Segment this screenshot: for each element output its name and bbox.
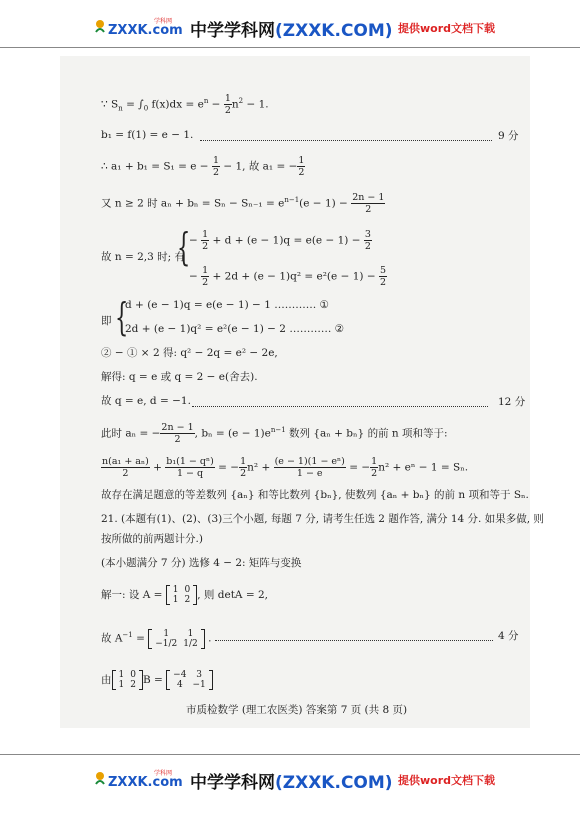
system-equation-2: − $\frac{1}{2}$ + 2d + (e − 1)q² = e²(e − 1) − $\frac{5}{2}$	[189, 265, 387, 288]
subproblem-title: (本小题满分 7 分) 选修 4 − 2: 矩阵与变换	[101, 557, 302, 569]
simplified-equation-2: 2d + (e − 1)q² = e²(e − 1) − 2 ………… ②	[125, 323, 345, 335]
banner-divider-bottom	[0, 754, 580, 755]
line-sn-integral: ∵ $S_n = \int_0$ $f(x)dx = e^n$ − $\frac{1}{2}$ $n^2 - 1$.	[101, 93, 269, 116]
line-q-d: 故 q = e, d = −1.	[101, 395, 191, 407]
system-equation-1: − $\frac{1}{2}$ + d + (e − 1)q = e(e − 1) − $\frac{3}{2}$	[189, 229, 371, 252]
zxxk-logo	[92, 766, 184, 794]
page-footer: 市质检数学 (理工农医类) 答案第 7 页 (共 8 页)	[186, 704, 408, 716]
line-solve-q: 解得: q = e 或 q = 2 − e(舍去).	[101, 371, 258, 383]
site-name: 中学学科网	[190, 21, 275, 41]
site-title	[190, 768, 393, 793]
matrix-M: 1 0 1 2	[112, 670, 143, 690]
site-name: 中学学科网	[190, 773, 275, 793]
download-link[interactable]: 提供word文档下载	[398, 774, 496, 787]
line-an-bn: 又 n ≥ 2 时 $a_n + b_n = S_n - S_{n-1} = e^{n-1}(e - 1)$ − $\frac{2n - 1}{2}$	[101, 192, 385, 215]
line-sum-check: $\frac{\text{n(a₁ + aₙ)}}{2}$ + $\frac{\text{b₁(1 − qⁿ)}}{1 - q}$ = − $\frac{1}{2}$ n² + $\frac{\text{(e − 1)(1 − eⁿ)}}{1 - e}$ = − $\frac{1}{2}$ n² + eⁿ − 1 = Sₙ.	[102, 456, 469, 479]
score-4: 4 分	[498, 630, 519, 642]
matrix-A-inverse: 1 1 −1/2 1/2	[148, 629, 205, 649]
site-domain: (ZXXK.COM)	[275, 21, 393, 41]
logo-text: ZXXK.com	[108, 23, 183, 38]
banner-divider-top	[0, 47, 580, 48]
system-brace: {	[177, 225, 191, 269]
line-eliminate: ② − ① × 2 得: q² − 2q = e² − 2e,	[101, 347, 278, 359]
score-leader-dots	[200, 140, 492, 141]
line-matrix-equation: 由 1 0 1 2 B = −4 3 4 −1	[101, 670, 213, 690]
line-set-A: 解一: 设 A = 1 0 1 2 , 则 detA = 2,	[101, 585, 268, 605]
logo-text: ZXXK.com	[108, 775, 183, 790]
line-b1: b₁ = f(1) = e − 1.	[101, 129, 194, 141]
simplified-equation-1: d + (e − 1)q = e(e − 1) − 1 ………… ①	[125, 299, 329, 311]
fraction-one-half: $\frac{1}{2}$	[224, 93, 231, 116]
line-conclusion: 故存在满足题意的等差数列 {aₙ} 和等比数列 {bₙ}, 使数列 {aₙ + bₙ} 的前 n 项和等于 Sₙ.	[101, 489, 529, 501]
line-A-inverse: 故 $A^{-1}$ = 1 1 −1/2 1/2 .	[101, 628, 212, 649]
simplified-brace: {	[115, 295, 129, 339]
site-title	[190, 16, 393, 41]
site-domain: (ZXXK.COM)	[275, 773, 393, 793]
score-leader-dots	[215, 640, 493, 641]
problem-21-heading-cont: 按所做的前两题计分.)	[101, 533, 203, 545]
matrix-result: −4 3 4 −1	[166, 670, 213, 690]
site-banner-bottom	[0, 762, 580, 798]
score-9: 9 分	[498, 130, 519, 142]
line-system-intro: 故 n = 2,3 时; 有	[101, 251, 185, 263]
zxxk-logo	[92, 14, 184, 42]
matrix-A: 1 0 1 2	[166, 585, 197, 605]
logo-small-text: 学科网	[154, 18, 173, 25]
line-an-formula: 此时 aₙ = − $\frac{2n - 1}{2}$ , $b_n = (e - 1)e^{n-1}$ 数列 {aₙ + bₙ} 的前 n 项和等于:	[101, 422, 448, 445]
score-leader-dots	[192, 406, 488, 407]
line-simplified-intro: 即	[101, 315, 112, 327]
logo-small-text: 学科网	[154, 770, 173, 777]
site-banner-top	[0, 10, 580, 46]
line-a1: ∴ a₁ + b₁ = S₁ = e − $\frac{1}{2}$ − 1, 故 a₁ = − $\frac{1}{2}$	[101, 155, 305, 178]
problem-21-heading: 21. (本题有(1)、(2)、(3)三个小题, 每题 7 分, 请考生任选 2 题作答, 满分 14 分. 如果多做, 则	[101, 513, 544, 525]
score-12: 12 分	[498, 396, 526, 408]
download-link[interactable]: 提供word文档下载	[398, 22, 496, 35]
